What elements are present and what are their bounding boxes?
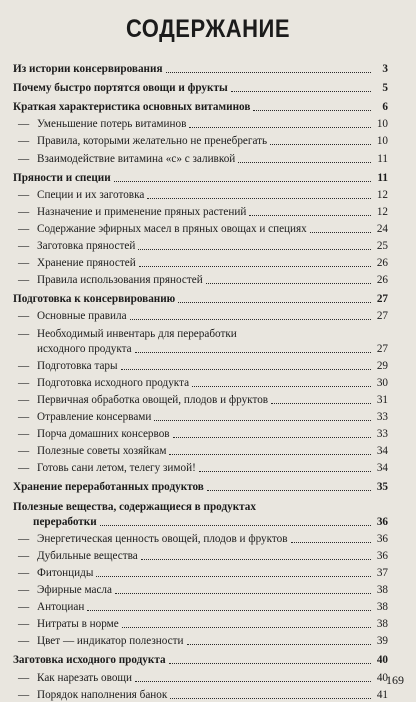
toc-entry-title: Эфирные масла xyxy=(37,584,112,596)
toc-subsection xyxy=(18,549,388,563)
toc-page-number: 3 xyxy=(382,63,388,75)
dot-leader xyxy=(166,71,372,73)
dot-leader xyxy=(189,126,371,128)
dot-leader xyxy=(141,558,371,560)
toc-subsection xyxy=(18,583,388,597)
toc-entry-title: Подготовка тары xyxy=(37,359,118,372)
toc-entry-title: Отравление консервами xyxy=(37,411,152,423)
toc-subsection xyxy=(18,444,388,458)
toc-dash: — xyxy=(18,618,30,631)
toc-entry-title: Заготовка исходного продукта xyxy=(13,654,166,667)
dot-leader xyxy=(130,318,371,320)
toc-page-number: 39 xyxy=(376,635,388,648)
dot-leader xyxy=(154,419,371,421)
dot-leader xyxy=(207,489,371,491)
toc-subsection xyxy=(18,671,388,685)
toc-entry-title: Почему быстро портятся овощи и фрукты xyxy=(13,82,228,95)
toc-page-number: 24 xyxy=(376,222,388,235)
dot-leader xyxy=(206,282,371,284)
toc-entry-title: Специи и их заготовка xyxy=(37,188,145,201)
toc-entry-title: Правила использования пряностей xyxy=(37,274,203,287)
toc-entry-title: Готовь сани летом, телегу зимой! xyxy=(37,462,196,475)
toc-page-number: 36 xyxy=(376,515,388,528)
toc-entry-title: Назначение и применение пряных растений xyxy=(37,205,247,218)
toc-section xyxy=(13,480,388,494)
toc-subsection xyxy=(18,309,388,323)
dot-leader xyxy=(122,626,371,628)
toc-page-number: 12 xyxy=(376,188,388,201)
toc-entry-title: Полезные вещества, содержащиеся в продуктах xyxy=(13,500,256,513)
toc-dash: — xyxy=(18,310,30,323)
toc-entry-title: Антоциан xyxy=(37,601,85,614)
toc-dash: — xyxy=(18,376,30,389)
toc-dash: — xyxy=(18,274,30,287)
toc-entry-title: Энергетическая ценность овощей, плодов и фруктов xyxy=(37,532,288,545)
toc-entry-title: Заготовка пряностей xyxy=(37,240,136,252)
dot-leader xyxy=(169,662,371,664)
toc-dash: — xyxy=(18,359,30,372)
toc-page-number: 29 xyxy=(376,359,388,372)
toc-subsection xyxy=(18,222,388,236)
toc-dash: — xyxy=(18,549,30,562)
toc-dash: — xyxy=(18,135,30,148)
dot-leader xyxy=(139,265,371,267)
toc-entry-title-continued: переработки xyxy=(33,515,97,528)
toc-subsection xyxy=(18,532,388,546)
toc-subsection-continued xyxy=(37,342,388,356)
toc-dash: — xyxy=(18,671,30,684)
toc-page-number: 36 xyxy=(376,532,388,545)
toc-subsection xyxy=(18,239,388,253)
toc-page-number: 33 xyxy=(376,411,388,423)
toc-dash: — xyxy=(18,240,30,252)
toc-section xyxy=(13,81,388,95)
toc-page-number: 27 xyxy=(376,310,388,323)
toc-entry-title: Содержание эфирных масел в пряных овощах и специях xyxy=(37,222,307,235)
toc-entry-title: Как нарезать овощи xyxy=(37,671,133,684)
toc-subsection xyxy=(18,566,388,580)
dot-leader xyxy=(187,643,372,645)
toc-page-number: 31 xyxy=(376,393,388,406)
toc-dash: — xyxy=(18,532,30,545)
toc-entry-title: Первичная обработка овощей, плодов и фруктов xyxy=(37,393,269,406)
toc-entry-title: Краткая характеристика основных витаминов xyxy=(13,101,251,114)
dot-leader xyxy=(135,680,371,682)
dot-leader xyxy=(271,402,371,404)
toc-entry-title: Из истории консервирования xyxy=(13,63,163,75)
toc-dash: — xyxy=(18,152,30,165)
toc-section-continued xyxy=(33,515,388,529)
toc-page-number: 35 xyxy=(376,481,388,494)
toc-dash: — xyxy=(18,118,30,131)
toc-dash: — xyxy=(18,188,30,201)
toc-section xyxy=(13,62,388,76)
toc-entry-title: Хранение переработанных продуктов xyxy=(13,481,204,494)
dot-leader xyxy=(238,161,371,163)
toc-subsection xyxy=(18,152,388,166)
toc-subsection xyxy=(18,117,388,131)
toc-entry-title: Дубильные вещества xyxy=(37,549,138,562)
toc-subsection xyxy=(18,617,388,631)
toc-subsection xyxy=(18,327,388,341)
toc-page-number: 38 xyxy=(376,618,388,631)
toc-page-number: 26 xyxy=(376,257,388,270)
toc-page-number: 27 xyxy=(376,293,388,306)
toc-dash: — xyxy=(18,327,30,340)
toc-entry-title: Необходимый инвентарь для переработки xyxy=(37,327,237,340)
dot-leader xyxy=(114,180,371,182)
toc-entry-title: Полезные советы хозяйкам xyxy=(37,445,167,458)
toc-entry-title: Подготовка к консервированию xyxy=(13,293,176,306)
toc-entry-title: Уменьшение потерь витаминов xyxy=(37,118,187,131)
dot-leader xyxy=(169,453,371,455)
toc-subsection xyxy=(18,376,388,390)
toc-dash: — xyxy=(18,428,30,441)
toc-entry-title: Порядок наполнения банок xyxy=(37,688,168,701)
toc-page-number: 10 xyxy=(376,118,388,131)
toc-entry-title: Порча домашних консервов xyxy=(37,428,170,441)
dot-leader xyxy=(170,697,371,699)
toc-page-number: 41 xyxy=(376,688,388,701)
toc-dash: — xyxy=(18,257,30,270)
toc-page-number: 40 xyxy=(376,671,388,684)
toc-entry-title: Фитонциды xyxy=(37,566,94,579)
toc-subsection xyxy=(18,273,388,287)
toc-dash: — xyxy=(18,635,30,648)
toc-page-number: 27 xyxy=(376,342,388,355)
toc-page-number: 6 xyxy=(382,101,388,114)
toc-page-number: 26 xyxy=(376,274,388,287)
dot-leader xyxy=(87,609,371,611)
toc-page-number: 37 xyxy=(376,566,388,579)
toc-dash: — xyxy=(18,566,30,579)
toc-dash: — xyxy=(18,584,30,596)
dot-leader xyxy=(199,470,371,472)
page-title: СОДЕРЖАНИЕ xyxy=(125,14,291,43)
toc-page-number: 11 xyxy=(377,152,388,165)
toc-page-number: 11 xyxy=(377,171,388,184)
toc-dash: — xyxy=(18,393,30,406)
toc-entry-title: Хранение пряностей xyxy=(37,257,136,270)
toc-page-number: 40 xyxy=(376,654,388,667)
toc-subsection xyxy=(18,359,388,373)
toc-page-number: 12 xyxy=(376,205,388,218)
toc-section xyxy=(13,292,388,306)
toc-dash: — xyxy=(18,462,30,475)
toc-dash: — xyxy=(18,411,30,423)
dot-leader xyxy=(178,301,371,303)
toc-page-number: 36 xyxy=(376,549,388,562)
dot-leader xyxy=(121,368,371,370)
toc-entry-title: Основные правила xyxy=(37,310,127,323)
toc-entry-title: Взаимодействие витамина «с» с заливкой xyxy=(37,152,236,165)
toc-subsection xyxy=(18,393,388,407)
toc-dash: — xyxy=(18,688,30,701)
toc-entry-title: Подготовка исходного продукта xyxy=(37,376,190,389)
dot-leader xyxy=(115,592,371,594)
toc-page-number: 38 xyxy=(376,601,388,614)
dot-leader xyxy=(249,214,371,216)
dot-leader xyxy=(231,90,371,92)
dot-leader xyxy=(138,248,371,250)
toc-subsection xyxy=(18,461,388,475)
toc-subsection xyxy=(18,205,388,219)
toc-page-number: 30 xyxy=(376,376,388,389)
toc-subsection xyxy=(18,134,388,148)
toc-page-number: 5 xyxy=(382,82,388,95)
toc-page-number: 10 xyxy=(376,135,388,148)
toc-page-number: 33 xyxy=(376,428,388,441)
page-number: 169 xyxy=(386,673,404,687)
toc-page-number: 34 xyxy=(376,462,388,475)
toc-entry-title: Пряности и специи xyxy=(13,171,111,184)
dot-leader xyxy=(291,541,371,543)
toc-section xyxy=(13,653,388,667)
dot-leader xyxy=(253,109,371,111)
dot-leader xyxy=(173,436,371,438)
toc-section xyxy=(13,100,388,114)
toc-subsection xyxy=(18,256,388,270)
dot-leader xyxy=(147,197,371,199)
toc-subsection xyxy=(18,410,388,424)
toc-entry-title-continued: исходного продукта xyxy=(37,342,132,355)
dot-leader xyxy=(135,351,371,353)
toc-dash: — xyxy=(18,205,30,218)
toc-page-number: 25 xyxy=(376,240,388,252)
toc-section xyxy=(13,500,388,514)
dot-leader xyxy=(192,385,371,387)
toc-dash: — xyxy=(18,445,30,458)
toc-subsection xyxy=(18,188,388,202)
toc-subsection xyxy=(18,600,388,614)
toc-entry-title: Правила, которыми желательно не пренебрегать xyxy=(37,135,268,148)
toc-subsection xyxy=(18,427,388,441)
toc-entry-title: Цвет — индикатор полезности xyxy=(37,635,184,648)
toc-entry-title: Нитраты в норме xyxy=(37,618,119,631)
dot-leader xyxy=(96,575,371,577)
toc-section xyxy=(13,171,388,185)
toc-page-number: 34 xyxy=(376,445,388,458)
toc-dash: — xyxy=(18,601,30,614)
toc-subsection xyxy=(18,634,388,648)
toc-page-number: 38 xyxy=(376,584,388,596)
dot-leader xyxy=(310,231,371,233)
dot-leader xyxy=(100,524,371,526)
dot-leader xyxy=(270,143,371,145)
toc-dash: — xyxy=(18,222,30,235)
